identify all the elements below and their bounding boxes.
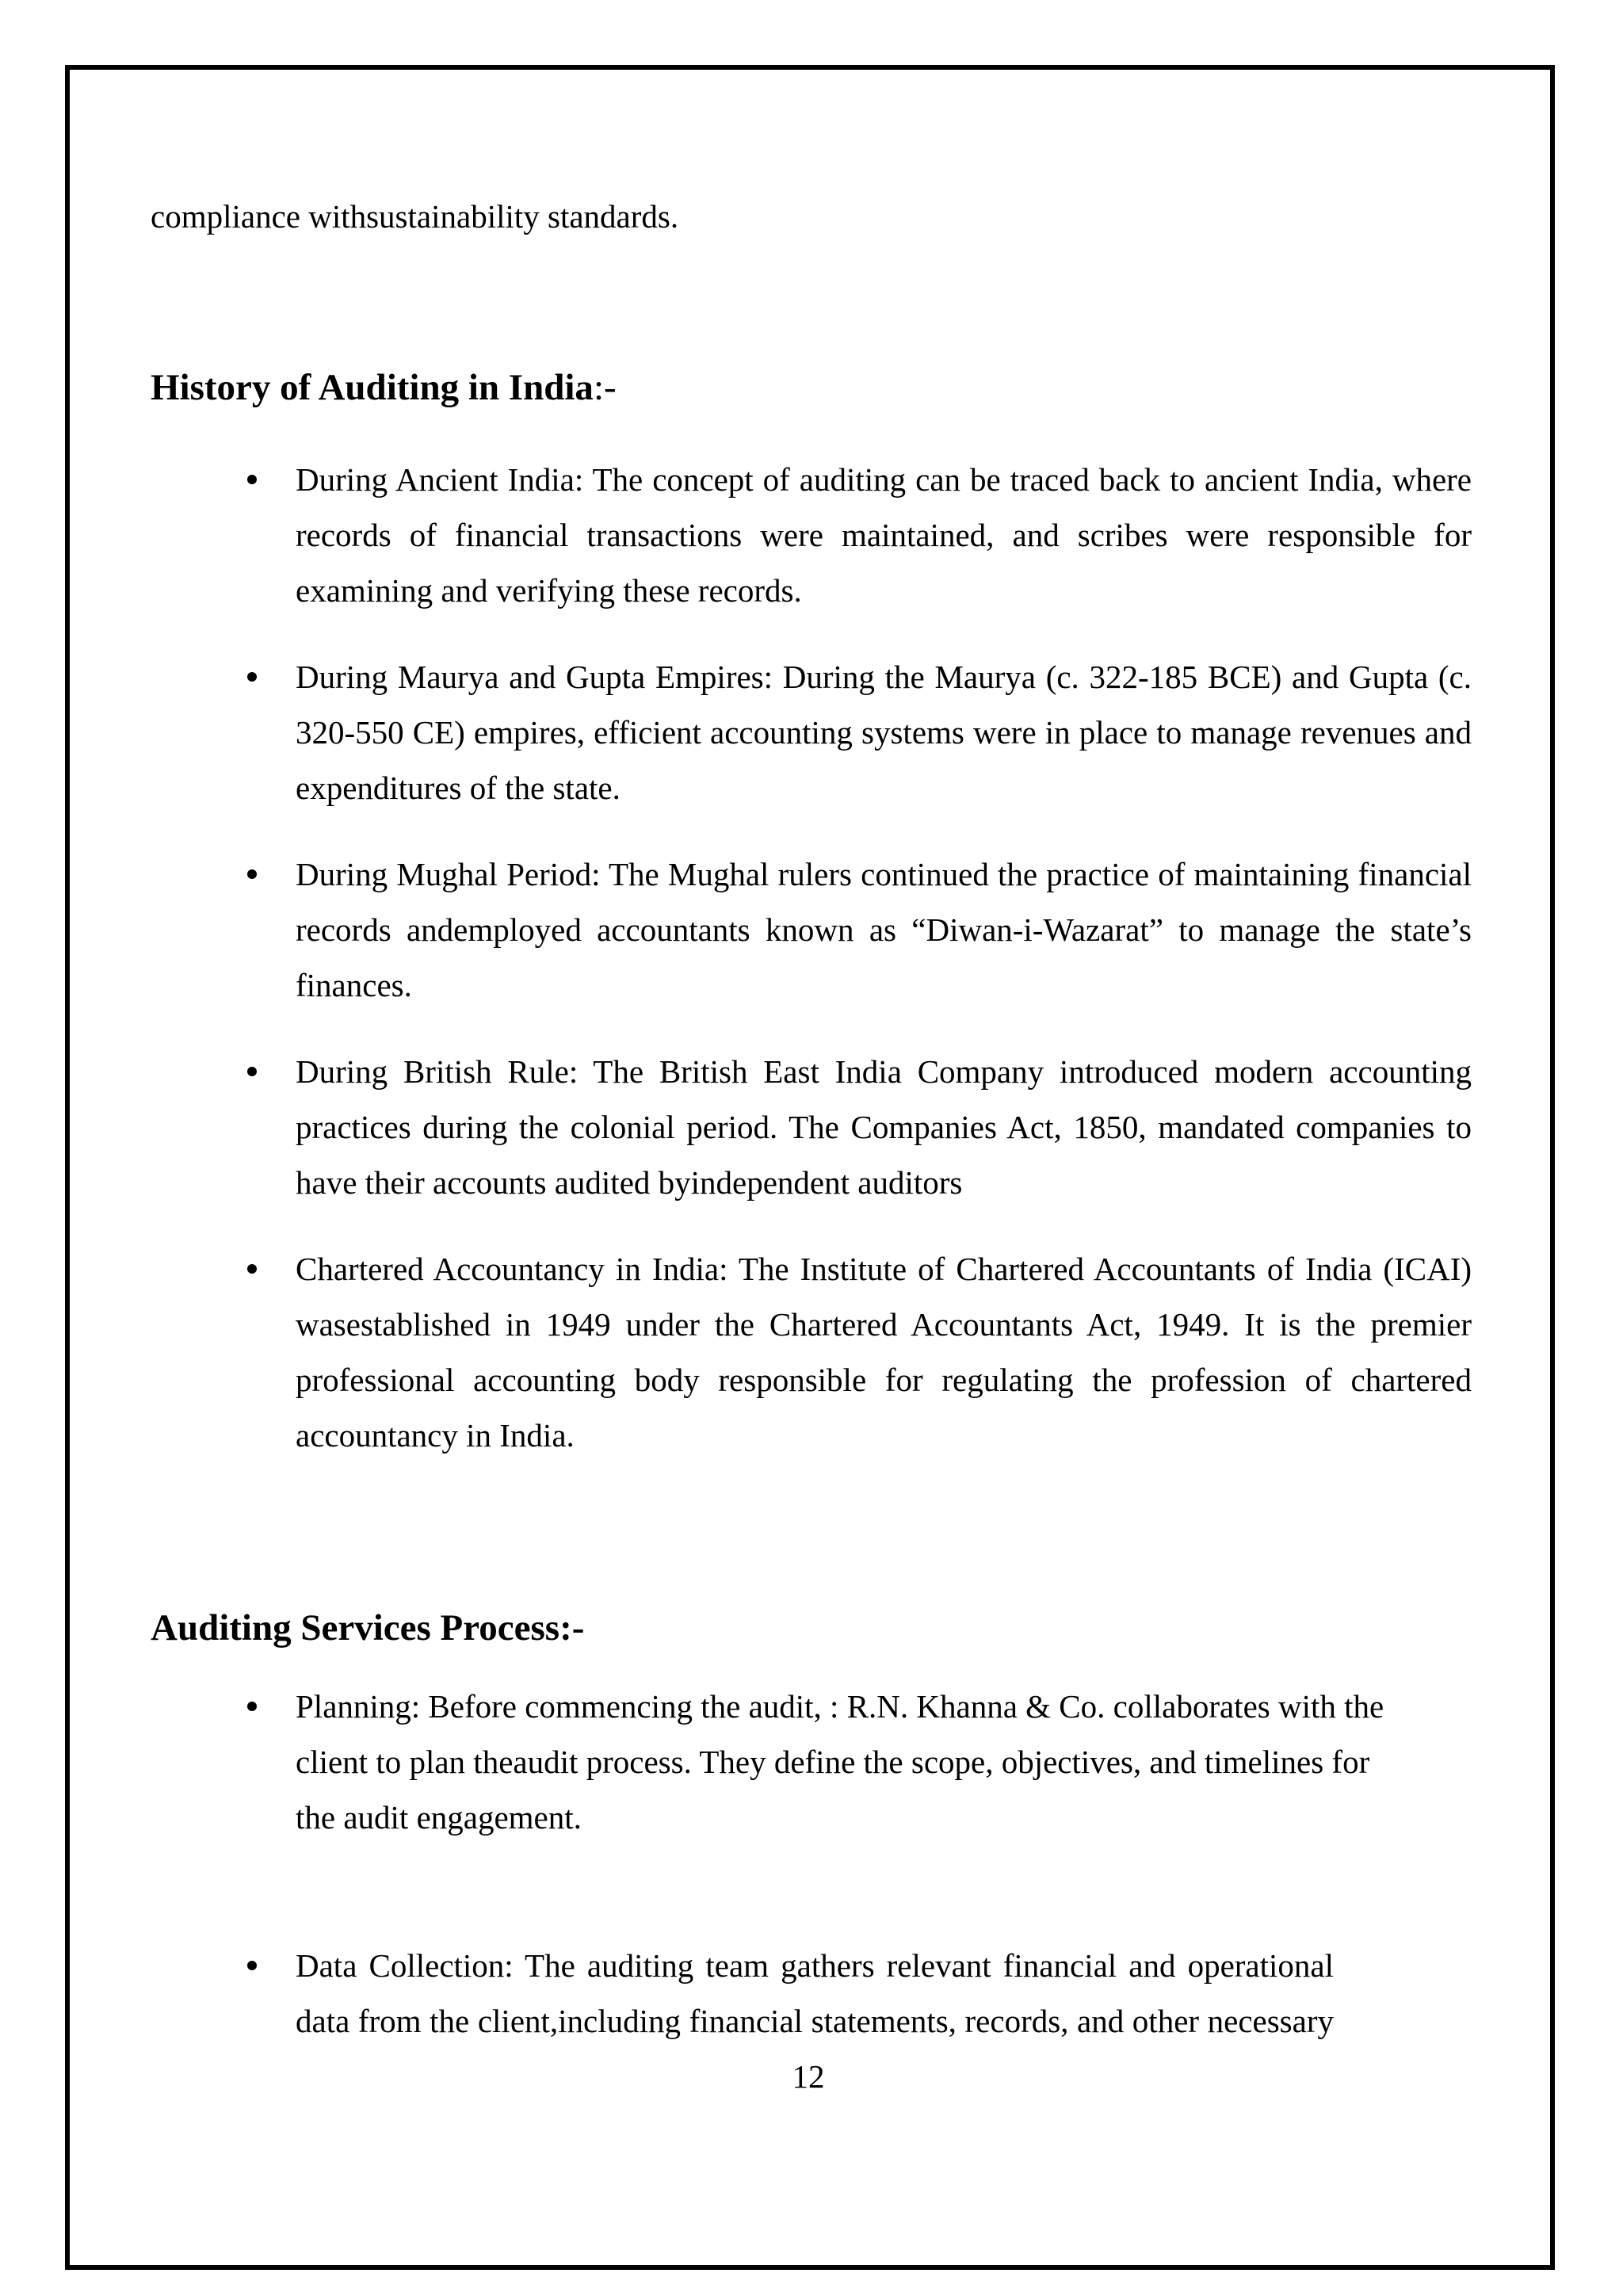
bullet-item-text: During Maurya and Gupta Empires: During the Maurya (c. 322-185 BCE) and Gupta (c. 320-550 CE) empires, efficient accounting systems were in place to manage revenues and expenditures of the state.: [296, 659, 1472, 806]
bullet-icon: [247, 672, 257, 682]
bullet-item: [230, 1938, 1334, 2049]
bullet-item-text: Planning: Before commencing the audit, : R.N. Khanna & Co. collaborates with the client to plan theaudit process. They define the scope, objectives, and timelines for the audit engagement.: [296, 1688, 1384, 1836]
bullet-item-text: During Mughal Period: The Mughal rulers continued the practice of maintaining financial records andemployed accountants known as “Diwan-i-Wazarat” to manage the state’s finances.: [296, 856, 1472, 1003]
bullet-item: [230, 1241, 1472, 1463]
bullet-icon: [247, 1702, 257, 1711]
section-heading-suffix: :-: [593, 367, 617, 408]
bullet-item-text: Data Collection: The auditing team gathers relevant financial and operational data from the client,including financial statements, records, and other necessary: [296, 1947, 1334, 2039]
bullet-item-text: Chartered Accountancy in India: The Institute of Chartered Accountants of India (ICAI) wasestablished in 1949 under the Chartered Accountants Act, 1949. It is the premier professional accounting body responsible for regulating the profession of chartered accountancy in India.: [296, 1251, 1472, 1454]
bullet-item-text: During British Rule: The British East India Company introduced modern accounting practices during the colonial period. The Companies Act, 1850, mandated companies to have their accounts audited byindependent auditors: [296, 1053, 1472, 1201]
bullet-item: [230, 846, 1472, 1013]
bullet-icon: [247, 869, 257, 879]
bullet-icon: [247, 475, 257, 484]
section-heading-history: [151, 360, 617, 415]
section-heading-title: History of Auditing in India: [151, 367, 594, 408]
bullet-item: [230, 649, 1472, 816]
bullet-item: [230, 1679, 1405, 1845]
bullet-icon: [247, 1264, 257, 1274]
page-number: 12: [792, 2058, 825, 2095]
bullet-item-text: During Ancient India: The concept of auditing can be traced back to ancient India, where records of financial transactions were maintained, and scribes were responsible for examining and verifying these records.: [296, 461, 1472, 609]
bullet-item: [230, 452, 1472, 618]
bullet-icon: [247, 1961, 257, 1970]
intro-text: compliance withsustainability standards.: [151, 198, 679, 235]
section-heading-process: Auditing Services Process:-: [151, 1607, 585, 1648]
bullet-icon: [247, 1067, 257, 1076]
bullet-item: [230, 1044, 1472, 1210]
